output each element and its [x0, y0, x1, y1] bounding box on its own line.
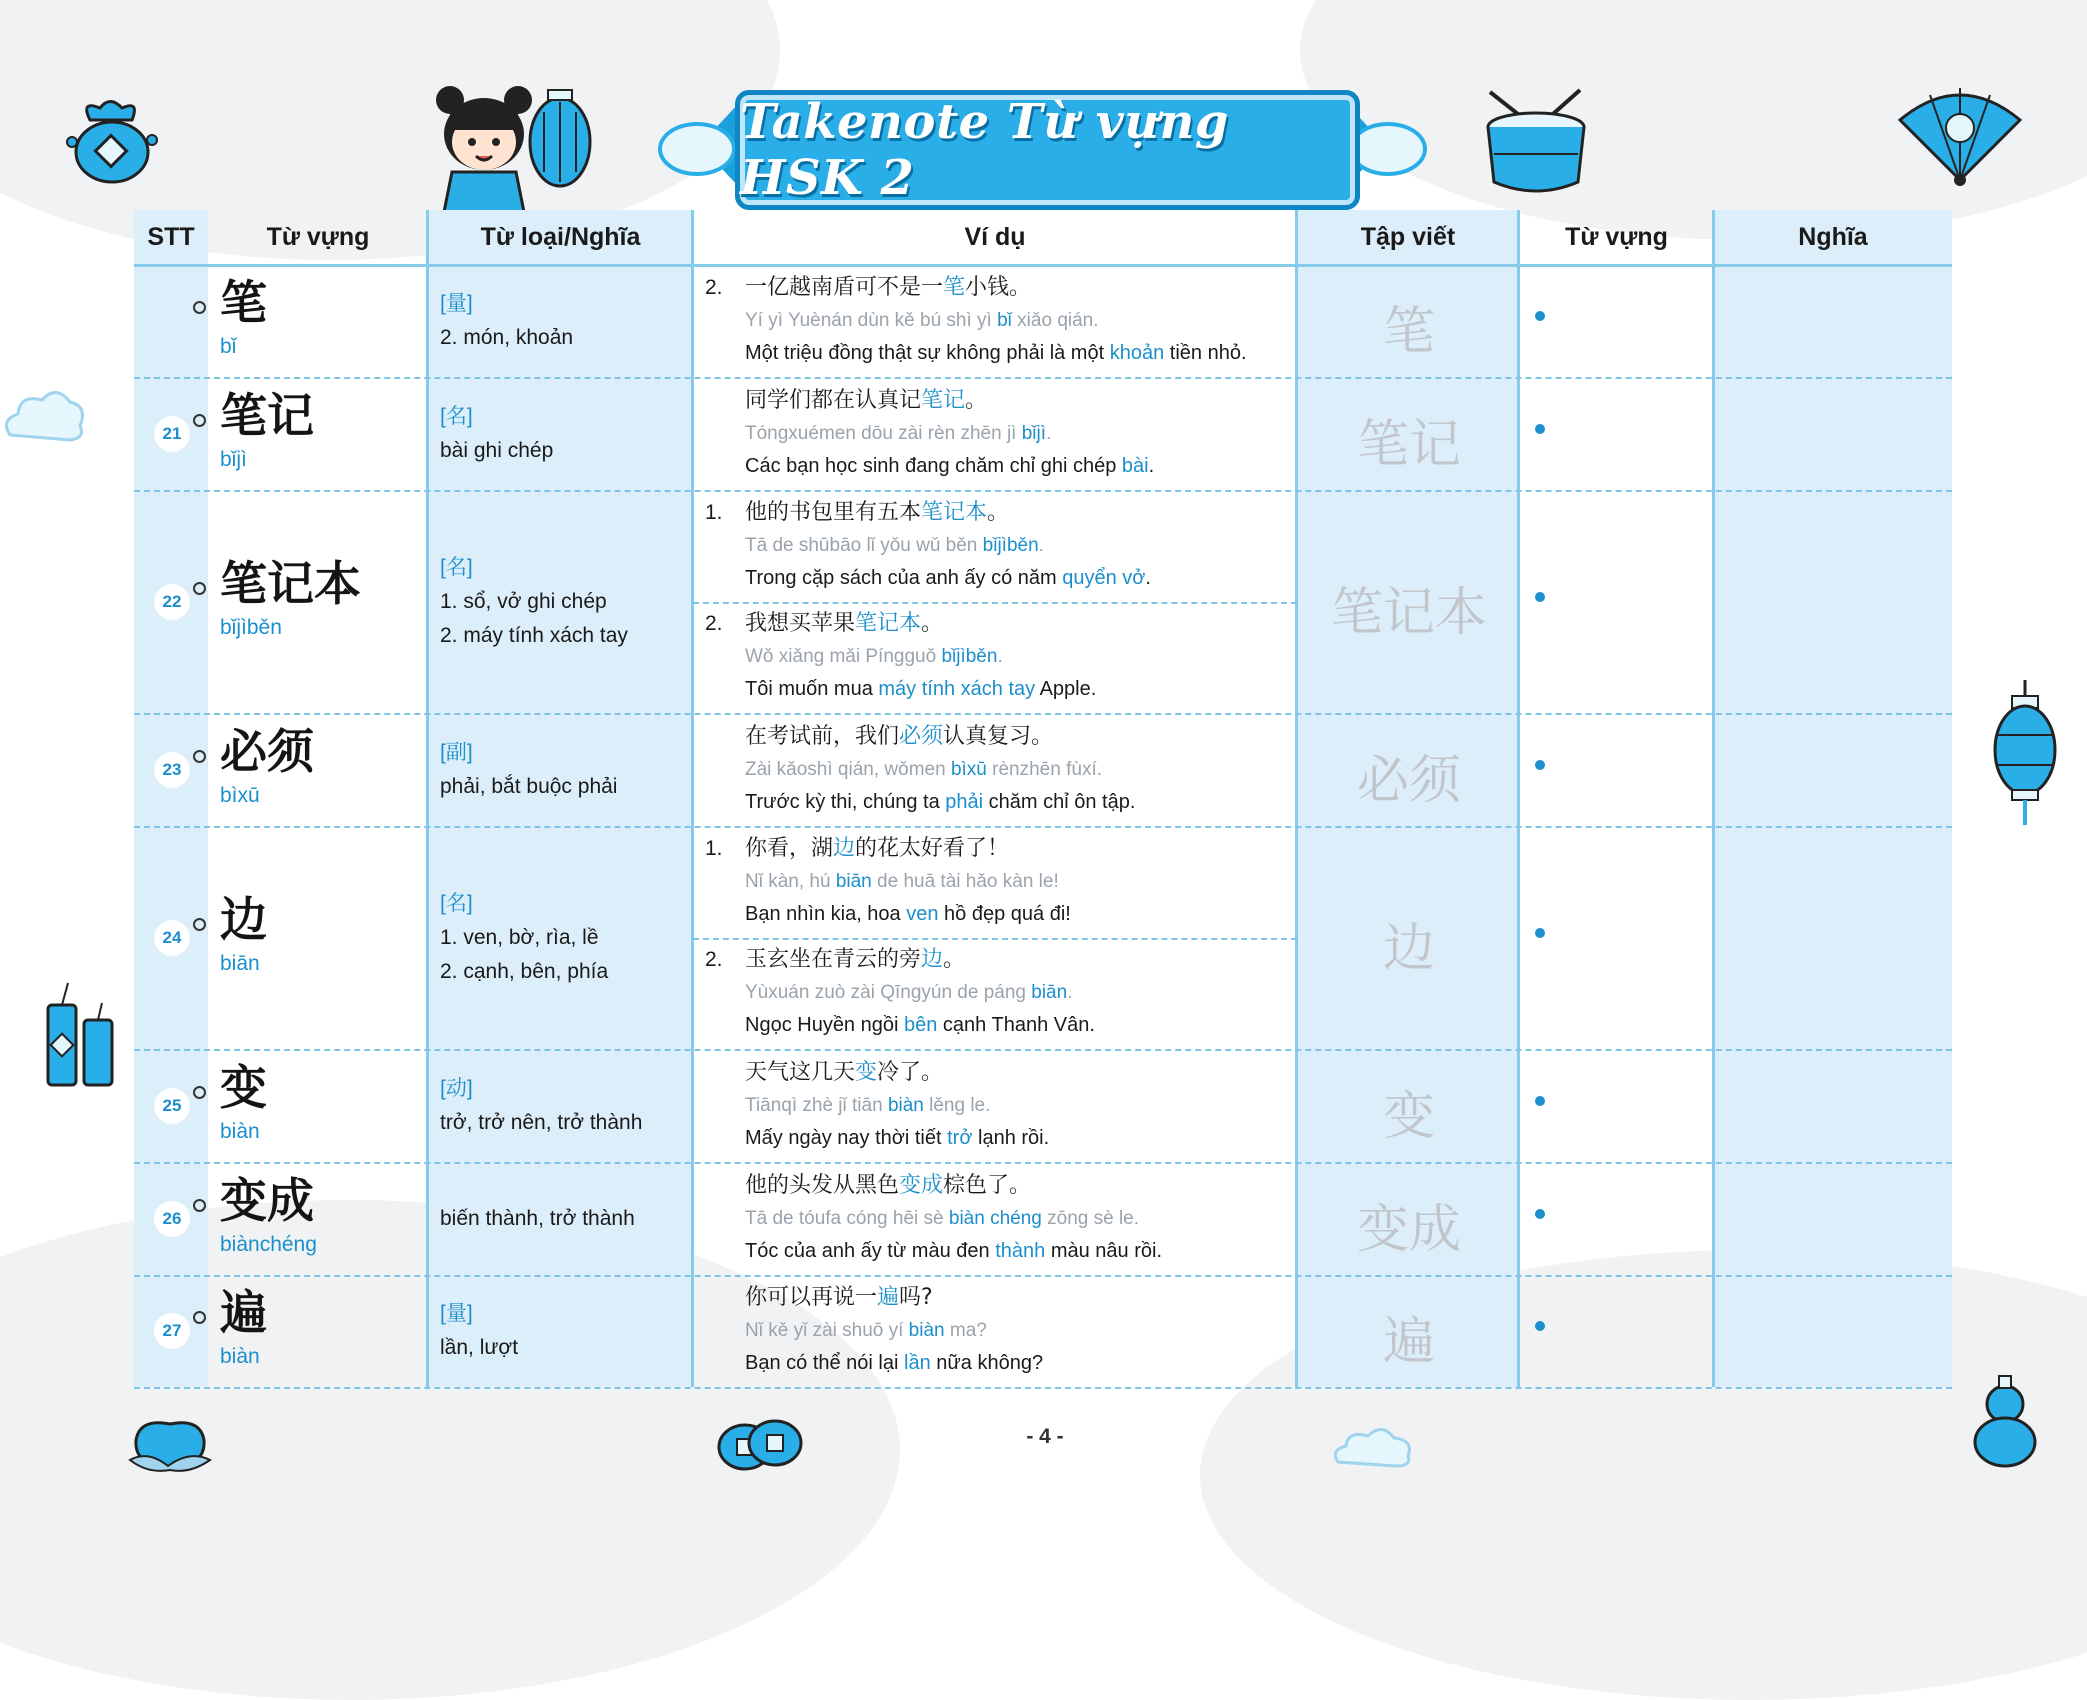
example-pinyin: [745, 1314, 1295, 1347]
plain-text: Nǐ kě yǐ zài shuō yí: [745, 1320, 909, 1341]
vocabulary-table: [134, 210, 1952, 1387]
plain-text: rènzhēn fùxí.: [986, 758, 1102, 780]
example-number: 1.: [705, 500, 723, 524]
plain-text: 你看，湖: [745, 835, 834, 861]
vocab-entry: [220, 892, 267, 978]
example-chinese: [745, 943, 1295, 976]
example-sentence: [705, 1281, 1295, 1380]
plain-text: .: [1148, 454, 1155, 477]
example-chinese: [745, 1281, 1295, 1314]
answer-bullet-icon: [1535, 1321, 1545, 1331]
bullet-icon: [193, 414, 206, 427]
tracing-character[interactable]: 遍: [1382, 1312, 1435, 1372]
plain-text: 。: [987, 499, 1010, 525]
example-vietnamese: [745, 337, 1295, 370]
plain-text: Tóc của anh ấy từ màu đen: [745, 1239, 996, 1262]
tracing-character[interactable]: 边: [1382, 918, 1435, 979]
cloud-icon: [0, 380, 90, 450]
plain-text: 一亿越南盾可不是一: [745, 274, 944, 300]
vocab-hanzi: 遍: [220, 1286, 267, 1341]
example-vietnamese: [745, 450, 1295, 483]
highlight-text: bǐjìběn: [941, 646, 998, 668]
page-title: Takenote Từ vựng HSK 2: [740, 94, 1229, 206]
highlight-text: 变: [855, 1059, 878, 1085]
plain-text: Trước kỳ thi, chúng ta: [745, 790, 946, 813]
plain-text: 的花太好看了！: [855, 835, 1010, 861]
highlight-text: biàn: [887, 1094, 924, 1116]
vocab-entry: [220, 1285, 267, 1371]
answer-bullet-icon: [1535, 928, 1545, 938]
example-number: 2.: [705, 275, 723, 299]
example-number: 2.: [705, 948, 723, 972]
highlight-text: ven: [906, 902, 939, 925]
bullet-icon: [193, 750, 206, 763]
meaning-column-bg: [1714, 210, 1952, 1387]
plain-text: Yí yì Yuènán dùn kě bú shì yì: [745, 309, 998, 331]
example-sentence: [705, 832, 1295, 931]
cloud-icon: [1330, 1420, 1420, 1470]
vocab-pinyin: bìxū: [220, 783, 260, 807]
meaning-line: 1. ven, bờ, rìa, lề: [440, 925, 599, 949]
highlight-text: lần: [904, 1352, 931, 1374]
example-sentence: [705, 271, 1295, 370]
bullet-icon: [193, 918, 206, 931]
part-of-speech-meaning: [440, 736, 690, 804]
plain-text: Mấy ngày nay thời tiết: [745, 1126, 948, 1149]
meaning-line: phải, bắt buộc phải: [440, 774, 618, 798]
vocab-hanzi: 笔记本: [220, 556, 361, 612]
row-number-badge: 26: [154, 1201, 190, 1237]
highlight-text: 笔记本: [921, 499, 988, 525]
plain-text: ma?: [944, 1320, 987, 1341]
plain-text: .: [997, 646, 1003, 668]
highlight-text: quyển vở: [1062, 566, 1146, 589]
plain-text: 。: [921, 611, 944, 637]
vocab-hanzi: 变成: [220, 1173, 314, 1229]
example-chinese: [745, 496, 1295, 529]
plain-text: Tôi muốn mua: [745, 678, 879, 701]
vocab-pinyin: biànchéng: [220, 1232, 317, 1256]
plain-text: Apple.: [1035, 678, 1097, 701]
bullet-icon: [193, 582, 206, 595]
vocab-pinyin: biàn: [220, 1119, 260, 1143]
example-divider: [693, 938, 1297, 940]
example-vietnamese: [745, 898, 1295, 931]
part-of-speech-tag: [名]: [440, 404, 473, 428]
plain-text: lěng le.: [923, 1094, 991, 1116]
example-pinyin: [745, 640, 1295, 673]
column-divider: [426, 210, 429, 1387]
vocab-entry: [220, 1173, 317, 1259]
tracing-character[interactable]: 变: [1382, 1086, 1435, 1147]
header-vocabulary: Từ vựng: [266, 222, 370, 251]
answer-bullet-icon: [1535, 311, 1545, 321]
row-divider: [134, 1049, 1952, 1051]
row-number-badge: 25: [154, 1088, 190, 1124]
peach-icon: [128, 1410, 213, 1475]
example-chinese: [745, 832, 1295, 865]
example-chinese: [745, 1169, 1295, 1202]
folding-fan-icon: [1895, 80, 2025, 190]
plain-text: 。: [943, 947, 966, 973]
plain-text: .: [1067, 982, 1073, 1004]
row-divider: [134, 1387, 1952, 1389]
plain-text: 。: [965, 387, 988, 413]
row-divider: [134, 377, 1952, 379]
plain-text: 玉玄坐在青云的旁: [745, 947, 922, 973]
highlight-text: 笔记: [921, 387, 966, 413]
row-divider: [134, 490, 1952, 492]
meaning-line: bài ghi chép: [440, 438, 554, 462]
plain-text: 他的书包里有五本: [745, 499, 922, 525]
example-sentence: [705, 1056, 1295, 1155]
highlight-text: 必须: [899, 723, 944, 749]
highlight-text: biān: [1031, 982, 1068, 1004]
example-pinyin: [745, 1202, 1295, 1235]
example-divider: [693, 602, 1297, 604]
highlight-text: 笔记本: [855, 611, 922, 637]
example-sentence: [705, 496, 1295, 595]
column-divider: [1712, 210, 1715, 1387]
plain-text: 冷了。: [877, 1059, 944, 1085]
plain-text: 他的头发从黑色: [745, 1172, 900, 1198]
highlight-text: biān: [835, 870, 872, 892]
plain-text: .: [1038, 534, 1044, 556]
plain-text: Wǒ xiǎng mǎi Píngguǒ: [745, 646, 942, 668]
header-part-of-speech: Từ loại/Nghĩa: [480, 222, 641, 251]
part-of-speech-meaning: [440, 287, 690, 355]
example-vietnamese: [745, 1122, 1295, 1155]
example-sentence: [705, 607, 1295, 706]
example-vietnamese: [745, 562, 1295, 595]
plain-text: Tiānqì zhè jǐ tiān: [745, 1094, 888, 1116]
example-vietnamese: [745, 673, 1295, 706]
plain-text: Một triệu đồng thật sự không phải là một: [745, 341, 1110, 364]
vocab-pinyin: biàn: [220, 1345, 260, 1368]
part-of-speech-meaning: [440, 1202, 690, 1236]
vocab-entry: [220, 388, 314, 474]
highlight-text: 边: [921, 947, 944, 973]
vocab-entry: [220, 724, 314, 810]
part-of-speech-tag: [副]: [440, 740, 473, 764]
plain-text: zōng sè le.: [1041, 1207, 1140, 1229]
vocab-hanzi: 变: [220, 1060, 267, 1116]
plain-text: 同学们都在认真记: [745, 387, 922, 413]
row-divider: [134, 826, 1952, 828]
answer-bullet-icon: [1535, 760, 1545, 770]
example-chinese: [745, 271, 1295, 304]
example-pinyin: [745, 976, 1295, 1009]
highlight-text: bǐjì: [1021, 422, 1047, 444]
vocab-pinyin: bǐ: [220, 334, 237, 358]
highlight-text: bài: [1121, 454, 1149, 477]
highlight-text: 遍: [877, 1285, 900, 1310]
meaning-line: biến thành, trở thành: [440, 1206, 635, 1230]
highlight-text: phải: [945, 790, 984, 813]
example-pinyin: [745, 304, 1295, 337]
plain-text: Tā de tóufa cóng hēi sè: [745, 1207, 949, 1229]
plain-text: Tā de shūbāo lǐ yǒu wǔ běn: [745, 534, 983, 556]
example-sentence: [705, 943, 1295, 1042]
row-divider: [134, 1162, 1952, 1164]
plain-text: 在考试前，我们: [745, 723, 900, 749]
plain-text: cạnh Thanh Vân.: [937, 1014, 1095, 1037]
part-of-speech-tag: [动]: [440, 1076, 473, 1100]
example-chinese: [745, 607, 1295, 640]
part-of-speech-tag: [名]: [440, 555, 473, 579]
gourd-icon: [1965, 1370, 2045, 1470]
vocab-pinyin: bǐjì: [220, 447, 247, 471]
plain-text: 吗?: [899, 1285, 933, 1310]
column-divider: [691, 210, 694, 1387]
plain-text: 小钱。: [965, 274, 1032, 300]
example-vietnamese: [745, 1235, 1295, 1268]
plain-text: hồ đẹp quá đi!: [938, 902, 1071, 925]
example-sentence: [705, 384, 1295, 483]
tracing-character[interactable]: 变成: [1356, 1199, 1461, 1260]
example-chinese: [745, 384, 1295, 417]
row-divider: [134, 1275, 1952, 1277]
vocab-hanzi: 笔记: [220, 388, 314, 444]
highlight-text: trở: [947, 1126, 973, 1149]
answer-bullet-icon: [1535, 1096, 1545, 1106]
plain-text: màu nâu rồi.: [1045, 1239, 1162, 1262]
meaning-line: 2. cạnh, bên, phía: [440, 959, 609, 983]
highlight-text: máy tính xách tay: [878, 678, 1036, 701]
example-sentence: [705, 1169, 1295, 1268]
row-divider: [134, 264, 1952, 267]
bullet-icon: [193, 301, 206, 314]
plain-text: .: [1145, 566, 1151, 589]
part-of-speech-meaning: [440, 887, 690, 989]
plain-text: Bạn nhìn kia, hoa: [745, 902, 907, 925]
plain-text: Ngọc Huyền ngồi: [745, 1014, 904, 1037]
meaning-line: lần, lượt: [440, 1336, 519, 1359]
plain-text: .: [1046, 422, 1052, 444]
example-vietnamese: [745, 1347, 1295, 1380]
example-pinyin: [745, 417, 1295, 450]
plain-text: Các bạn học sinh đang chăm chỉ ghi chép: [745, 454, 1122, 477]
example-pinyin: [745, 1089, 1295, 1122]
plain-text: 天气这几天: [745, 1059, 856, 1085]
vocab-hanzi: 必须: [220, 724, 314, 780]
plain-text: 认真复习。: [943, 723, 1054, 749]
plain-text: nữa không?: [930, 1352, 1044, 1374]
part-of-speech-tag: [名]: [440, 891, 473, 915]
plain-text: Tóngxuémen dōu zài rèn zhēn jì: [745, 422, 1022, 444]
drum-icon: [1480, 82, 1590, 202]
bullet-icon: [193, 1086, 206, 1099]
example-pinyin: [745, 529, 1295, 562]
row-number-badge: 22: [154, 584, 190, 620]
example-vietnamese: [745, 1009, 1295, 1042]
row-number-badge: 24: [154, 920, 190, 956]
tracing-character[interactable]: 笔记: [1356, 414, 1461, 475]
example-vietnamese: [745, 786, 1295, 819]
example-pinyin: [745, 865, 1295, 898]
row-divider: [134, 713, 1952, 715]
answer-bullet-icon: [1535, 424, 1545, 434]
plain-text: Bạn có thể nói lại: [745, 1352, 904, 1374]
highlight-text: bìxū: [950, 758, 987, 780]
plain-text: Trong cặp sách của anh ấy có năm: [745, 566, 1063, 589]
vocab-hanzi: 边: [220, 892, 267, 948]
part-of-speech-meaning: [440, 1297, 690, 1365]
highlight-text: 边: [833, 835, 856, 861]
example-chinese: [745, 720, 1295, 753]
girl-with-lantern-illustration: [420, 72, 600, 212]
header-example: Ví dụ: [964, 222, 1026, 251]
vocab-entry: [220, 556, 361, 642]
plain-text: 棕色了。: [943, 1172, 1032, 1198]
title-banner: [640, 86, 1445, 204]
highlight-text: biàn chéng: [948, 1207, 1042, 1229]
page-number: - 4 -: [1026, 1425, 1064, 1448]
plain-text: Zài kǎoshì qián, wǒmen: [745, 758, 951, 780]
tracing-character[interactable]: 笔: [1382, 301, 1435, 362]
part-of-speech-tag: [量]: [440, 1302, 473, 1325]
example-number: 2.: [705, 612, 723, 636]
header-stt: STT: [147, 222, 195, 251]
banner-knot-right: [1349, 122, 1427, 176]
plain-text: Yùxuán zuò zài Qīngyún de páng: [745, 982, 1032, 1004]
part-of-speech-meaning: [440, 400, 690, 468]
plain-text: de huā tài hǎo kàn le!: [871, 870, 1059, 892]
money-bag-icon: [60, 90, 160, 185]
plain-text: 我想买苹果: [745, 611, 856, 637]
example-pinyin: [745, 753, 1295, 786]
example-chinese: [745, 1056, 1295, 1089]
part-of-speech-meaning: [440, 551, 690, 653]
vocab-entry: [220, 1060, 267, 1146]
banner-plate: [735, 90, 1360, 210]
highlight-text: 笔: [943, 274, 966, 300]
banner-knot-left: [658, 122, 736, 176]
firecracker-icon: [40, 975, 120, 1090]
highlight-text: bǐ: [997, 309, 1012, 331]
hanging-lantern-icon: [1990, 680, 2060, 830]
highlight-text: bên: [903, 1014, 938, 1037]
header-meaning: Nghĩa: [1798, 222, 1868, 251]
highlight-text: 变成: [899, 1172, 944, 1198]
bullet-icon: [193, 1311, 206, 1324]
highlight-text: biàn: [908, 1320, 945, 1341]
tracing-character[interactable]: 笔记本: [1330, 582, 1487, 643]
meaning-line: 2. máy tính xách tay: [440, 623, 628, 647]
plain-text: tiền nhỏ.: [1164, 341, 1247, 364]
highlight-text: thành: [995, 1239, 1046, 1262]
coins-icon: [715, 1415, 805, 1475]
example-number: 1.: [705, 836, 723, 860]
example-sentence: [705, 720, 1295, 819]
answer-bullet-icon: [1535, 592, 1545, 602]
row-number-badge: 27: [154, 1313, 190, 1349]
part-of-speech-tag: [量]: [440, 291, 473, 315]
meaning-line: 1. sổ, vở ghi chép: [440, 589, 607, 613]
plain-text: lạnh rồi.: [972, 1126, 1050, 1149]
bullet-icon: [193, 1199, 206, 1212]
plain-text: xiǎo qián.: [1011, 309, 1099, 331]
highlight-text: khoản: [1109, 341, 1165, 364]
part-of-speech-meaning: [440, 1072, 690, 1140]
vocab-hanzi: 笔: [220, 275, 267, 331]
meaning-line: trở, trở nên, trở thành: [440, 1110, 643, 1134]
row-number-badge: 21: [154, 416, 190, 452]
highlight-text: bǐjìběn: [982, 534, 1039, 556]
vocab-entry: [220, 275, 267, 361]
column-divider: [1295, 210, 1298, 1387]
header-vocabulary-review: Từ vựng: [1565, 222, 1668, 251]
plain-text: chăm chỉ ôn tập.: [983, 790, 1136, 813]
vocab-pinyin: bǐjìběn: [220, 615, 282, 639]
plain-text: 你可以再说一: [745, 1285, 878, 1310]
meaning-line: 2. món, khoản: [440, 325, 574, 349]
answer-bullet-icon: [1535, 1209, 1545, 1219]
vocab-pinyin: biān: [220, 951, 260, 975]
row-number-badge: 23: [154, 752, 190, 788]
plain-text: Nǐ kàn, hú: [745, 870, 836, 892]
tracing-character[interactable]: 必须: [1356, 750, 1461, 811]
header-writing-practice: Tập viết: [1360, 222, 1456, 251]
